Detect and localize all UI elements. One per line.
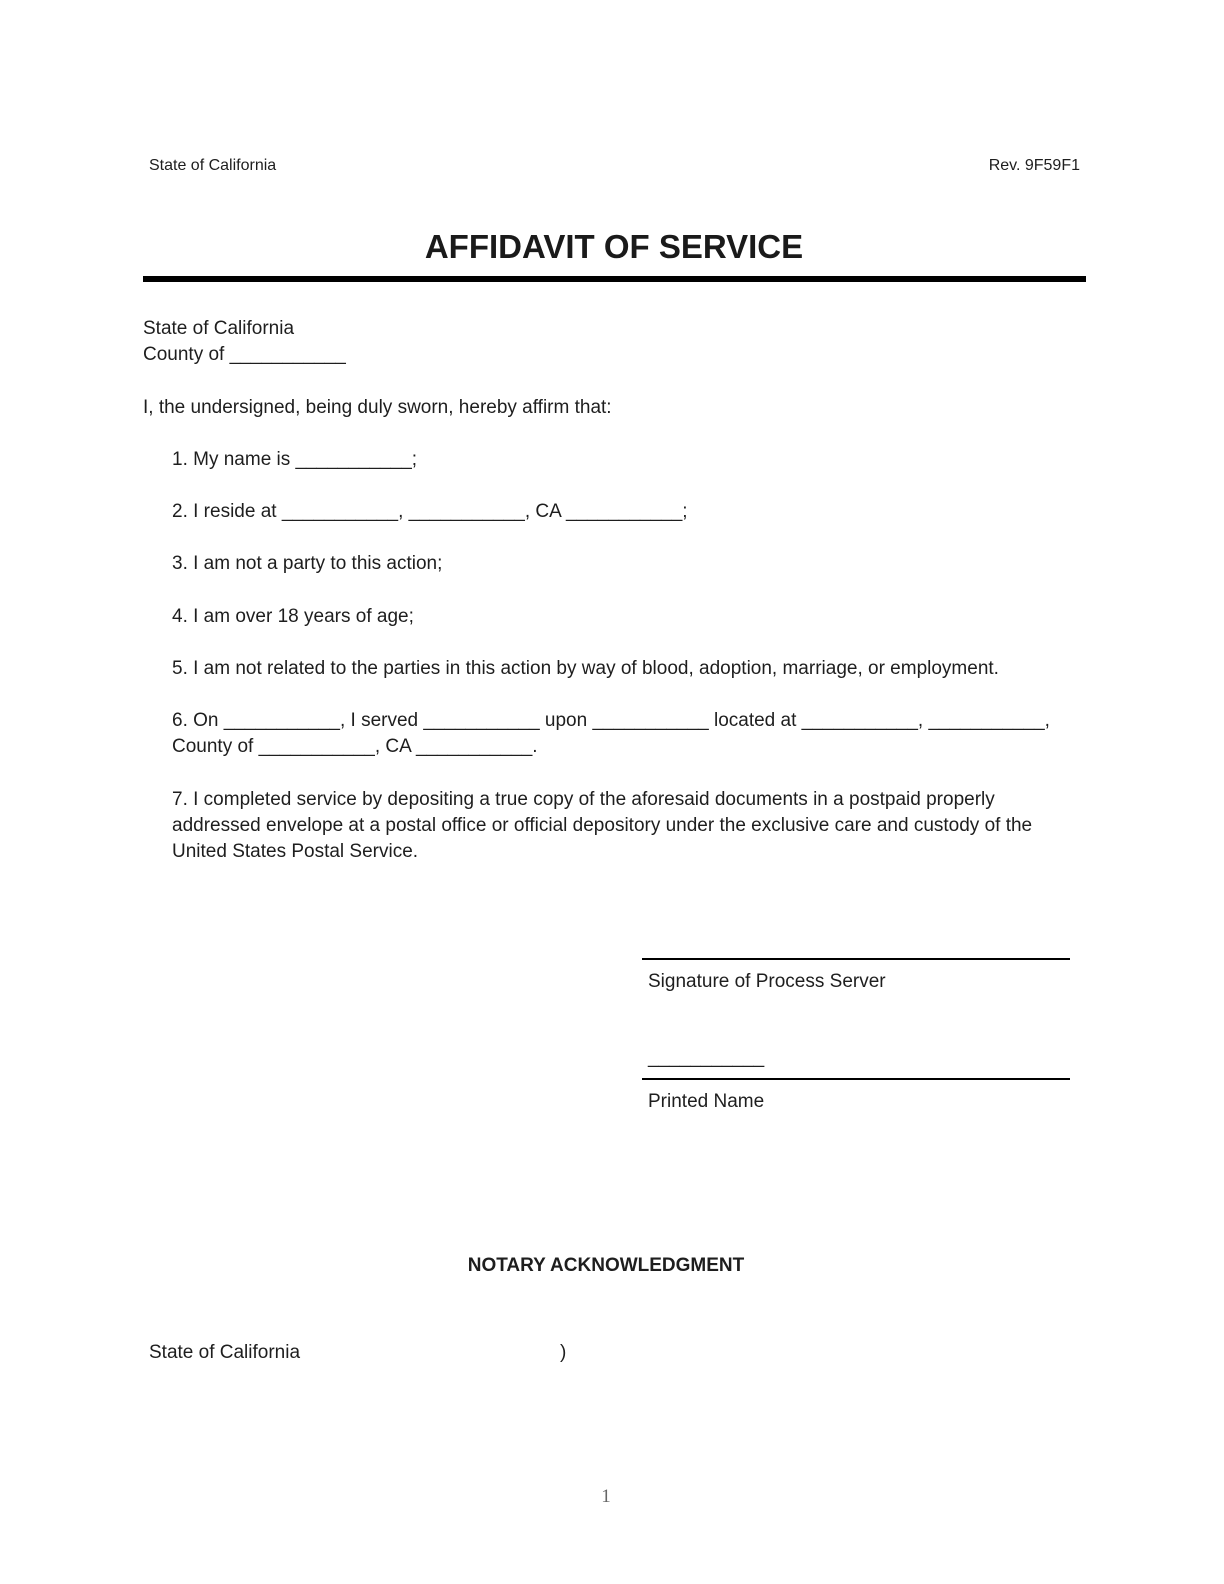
header-revision: Rev. 9F59F1 [988, 157, 1080, 174]
item-text: 4. I am over 18 years of age; [172, 606, 414, 627]
affirmation-item-1 [172, 447, 417, 473]
affirmation-item-5 [172, 656, 999, 682]
affirmation-item-6 [172, 708, 1050, 760]
signature-label: Signature of Process Server [648, 971, 886, 992]
header-state: State of California [149, 157, 277, 174]
item-text-line-2: addressed envelope at a postal office or official depository under the exclusive care and custody of the [172, 815, 1033, 836]
item-text: 2. I reside at ___________, ___________, CA ___________; [172, 501, 688, 522]
item-text: 3. I am not a party to this action; [172, 553, 443, 574]
affirmation-item-2 [172, 499, 688, 525]
affirmation-item-4 [172, 604, 414, 630]
item-text: 5. I am not related to the parties in this action by way of blood, adoption, marriage, or employment. [172, 658, 999, 679]
printed-name-line [642, 1078, 1070, 1080]
title-rule [143, 276, 1086, 282]
printed-name-label: Printed Name [648, 1091, 765, 1112]
venue-block [143, 316, 346, 368]
item-text-line-1: 7. I completed service by depositing a true copy of the aforesaid documents in a postpaid properly [172, 789, 995, 810]
document-title: AFFIDAVIT OF SERVICE [424, 228, 804, 265]
notary-bracket: ) [560, 1342, 567, 1363]
item-text-line-1: 6. On ___________, I served ___________ upon ___________ located at ___________, ___________, [172, 710, 1050, 731]
notary-heading: NOTARY ACKNOWLEDGMENT [467, 1255, 745, 1276]
item-text-line-2: County of ___________, CA ___________. [172, 736, 538, 757]
item-text: 1. My name is ___________; [172, 449, 418, 470]
signature-line [642, 958, 1070, 960]
preamble: I, the undersigned, being duly sworn, hereby affirm that: [143, 397, 612, 418]
page-number: 1 [601, 1486, 611, 1507]
affirmation-item-3 [172, 551, 442, 577]
venue-state: State of California [143, 318, 295, 339]
printed-name-blank: ___________ [648, 1047, 765, 1068]
item-text-line-3: United States Postal Service. [172, 841, 419, 862]
notary-state: State of California [149, 1342, 301, 1363]
affirmation-item-7 [172, 787, 1032, 865]
venue-county: County of ___________ [143, 344, 346, 365]
